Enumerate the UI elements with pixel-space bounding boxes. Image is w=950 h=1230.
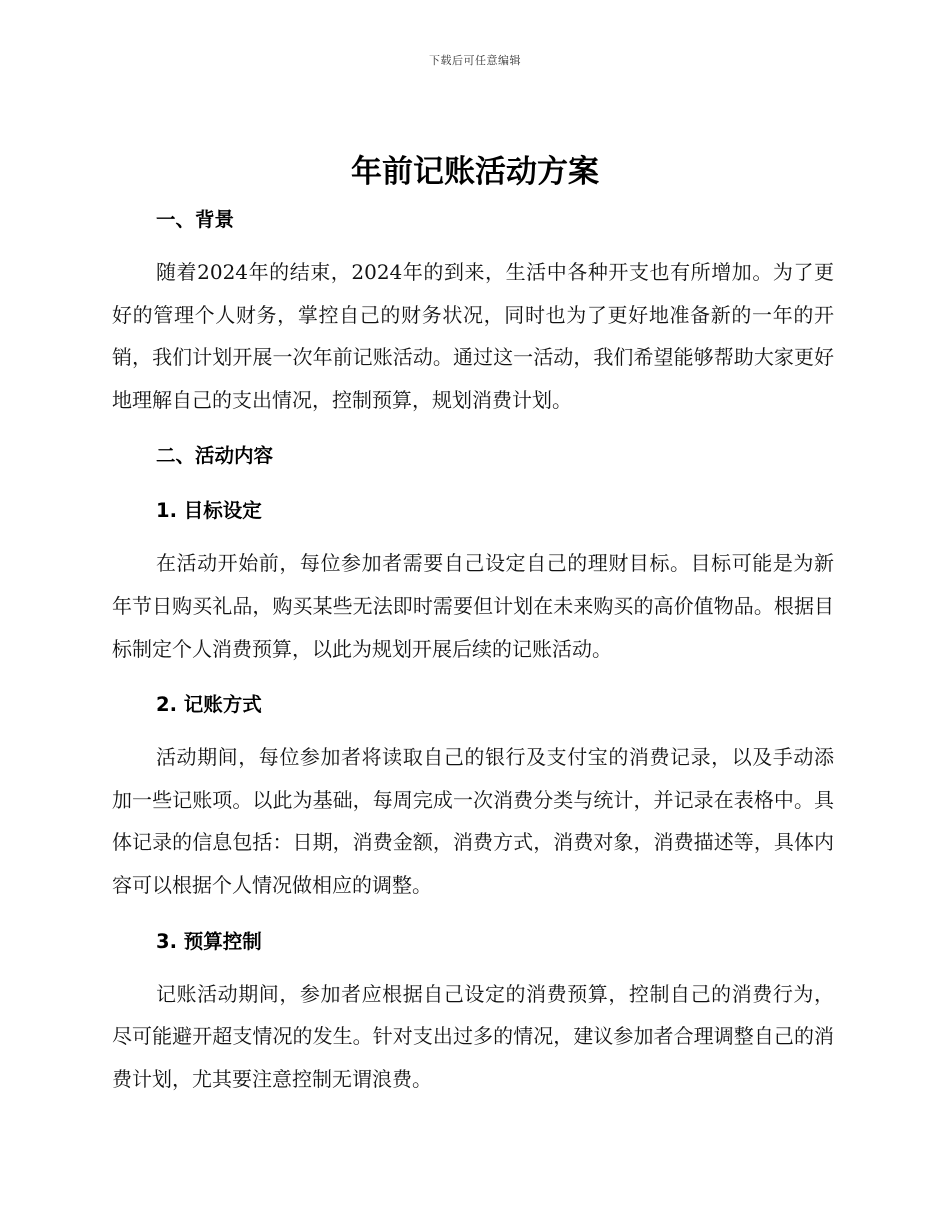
section-heading-activity: 二、活动内容 — [156, 444, 274, 468]
bookkeeping-method-paragraph: 活动期间，每位参加者将读取自己的银行及支付宝的消费记录，以及手动添加一些记账项。以此为基础，每周完成一次消费分类与统计，并记录在表格中。具体记录的信息包括：日期，消费金额，消费方式，消费对象，消费描述等，具体内容可以根据个人情况做相应的调整。 — [112, 745, 834, 897]
subheading-bookkeeping-method: 2. 记账方式 — [156, 693, 262, 717]
section-heading-background: 一、背景 — [156, 208, 235, 231]
subheading-goal-setting: 1. 目标设定 — [156, 499, 262, 523]
background-paragraph: 随着2024年的结束，2024年的到来，生活中各种开支也有所增加。为了更好的管理个人财务，掌控自己的财务状况，同时也为了更好地准备新的一年的开销，我们计划开展一次年前记账活动。通过这一活动，我们希望能够帮助大家更好地理解自己的支出情况，控制预算，规划消费计划。 — [112, 260, 834, 412]
budget-control-paragraph: 记账活动期间，参加者应根据自己设定的消费预算，控制自己的消费行为，尽可能避开超支情况的发生。针对支出过多的情况，建议参加者合理调整自己的消费计划，尤其要注意控制无谓浪费。 — [112, 981, 834, 1091]
document-title: 年前记账活动方案 — [351, 154, 599, 190]
page-header-note: 下载后可任意编辑 — [429, 54, 521, 67]
document-body — [112, 198, 834, 1100]
goal-setting-paragraph: 在活动开始前，每位参加者需要自己设定自己的理财目标。目标可能是为新年节日购买礼品，购买某些无法即时需要但计划在未来购买的高价值物品。根据目标制定个人消费预算，以此为规划开展后续的记账活动。 — [112, 551, 834, 661]
subheading-budget-control: 3. 预算控制 — [156, 929, 262, 953]
